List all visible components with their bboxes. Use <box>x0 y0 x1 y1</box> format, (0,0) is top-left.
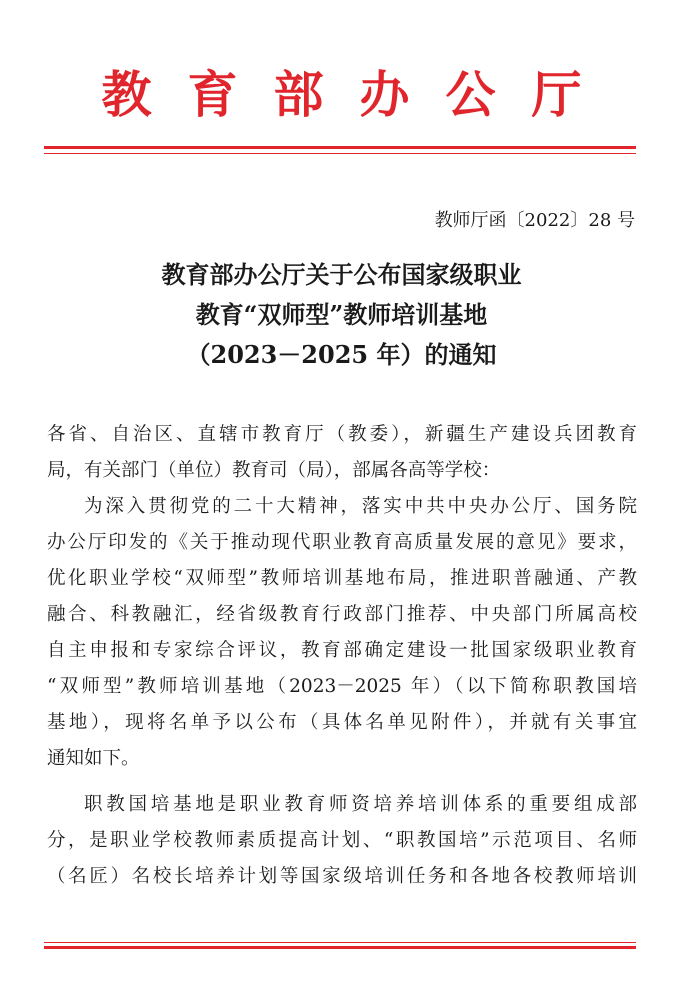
body-line: 为深入贯彻党的二十大精神，落实中共中央办公厅、国务院 <box>84 496 637 517</box>
body-line: 分，是职业学校教师素质提高计划、“职教国培”示范项目、名师 <box>47 830 637 851</box>
body-line: （名匠）名校长培养计划等国家级培训任务和各地各校教师培训 <box>47 866 637 887</box>
body-line: 局，有关部门（单位）教育司（局），部属各高等学校： <box>47 460 501 481</box>
body-line: 优化职业学校“双师型”教师培训基地布局，推进职普融通、产教 <box>47 568 637 589</box>
body-line: 职教国培基地是职业教育师资培养培训体系的重要组成部 <box>84 794 637 815</box>
body-line: “双师型”教师培训基地（2023－2025 年）（以下简称职教国培 <box>47 676 637 697</box>
footer-red-rule-thick <box>44 946 636 949</box>
title-line: 教育“双师型”教师培训基地 <box>195 300 488 329</box>
body-line: 通知如下。 <box>47 748 140 769</box>
header-red-rule-thick <box>44 146 636 149</box>
salutation <box>47 417 637 489</box>
body-line: 基地），现将名单予以公布（具体名单见附件），并就有关事宜 <box>47 712 637 733</box>
body-line: 自主申报和专家综合评议，教育部确定建设一批国家级职业教育 <box>47 640 637 661</box>
title-line: （2023－2025 年）的通知 <box>186 340 497 369</box>
title-line: 教育部办公厅关于公布国家级职业 <box>161 260 522 289</box>
document-title <box>0 255 683 375</box>
document-body <box>47 417 637 895</box>
header-red-rule-thin <box>44 153 636 154</box>
footer-red-rule-thin <box>44 942 636 943</box>
body-line: 融合、科教融汇，经省级教育行政部门推荐、中央部门所属高校 <box>47 604 637 625</box>
body-line: 办公厅印发的《关于推动现代职业教育高质量发展的意见》要求， <box>47 532 637 553</box>
document-number: 教师厅函〔2022〕28 号 <box>434 210 635 231</box>
body-line: 各省、自治区、直辖市教育厅（教委），新疆生产建设兵团教育 <box>47 424 637 445</box>
paragraph-2 <box>47 787 637 895</box>
masthead: 教育部办公厅 <box>101 65 618 124</box>
paragraph-1 <box>47 489 637 777</box>
